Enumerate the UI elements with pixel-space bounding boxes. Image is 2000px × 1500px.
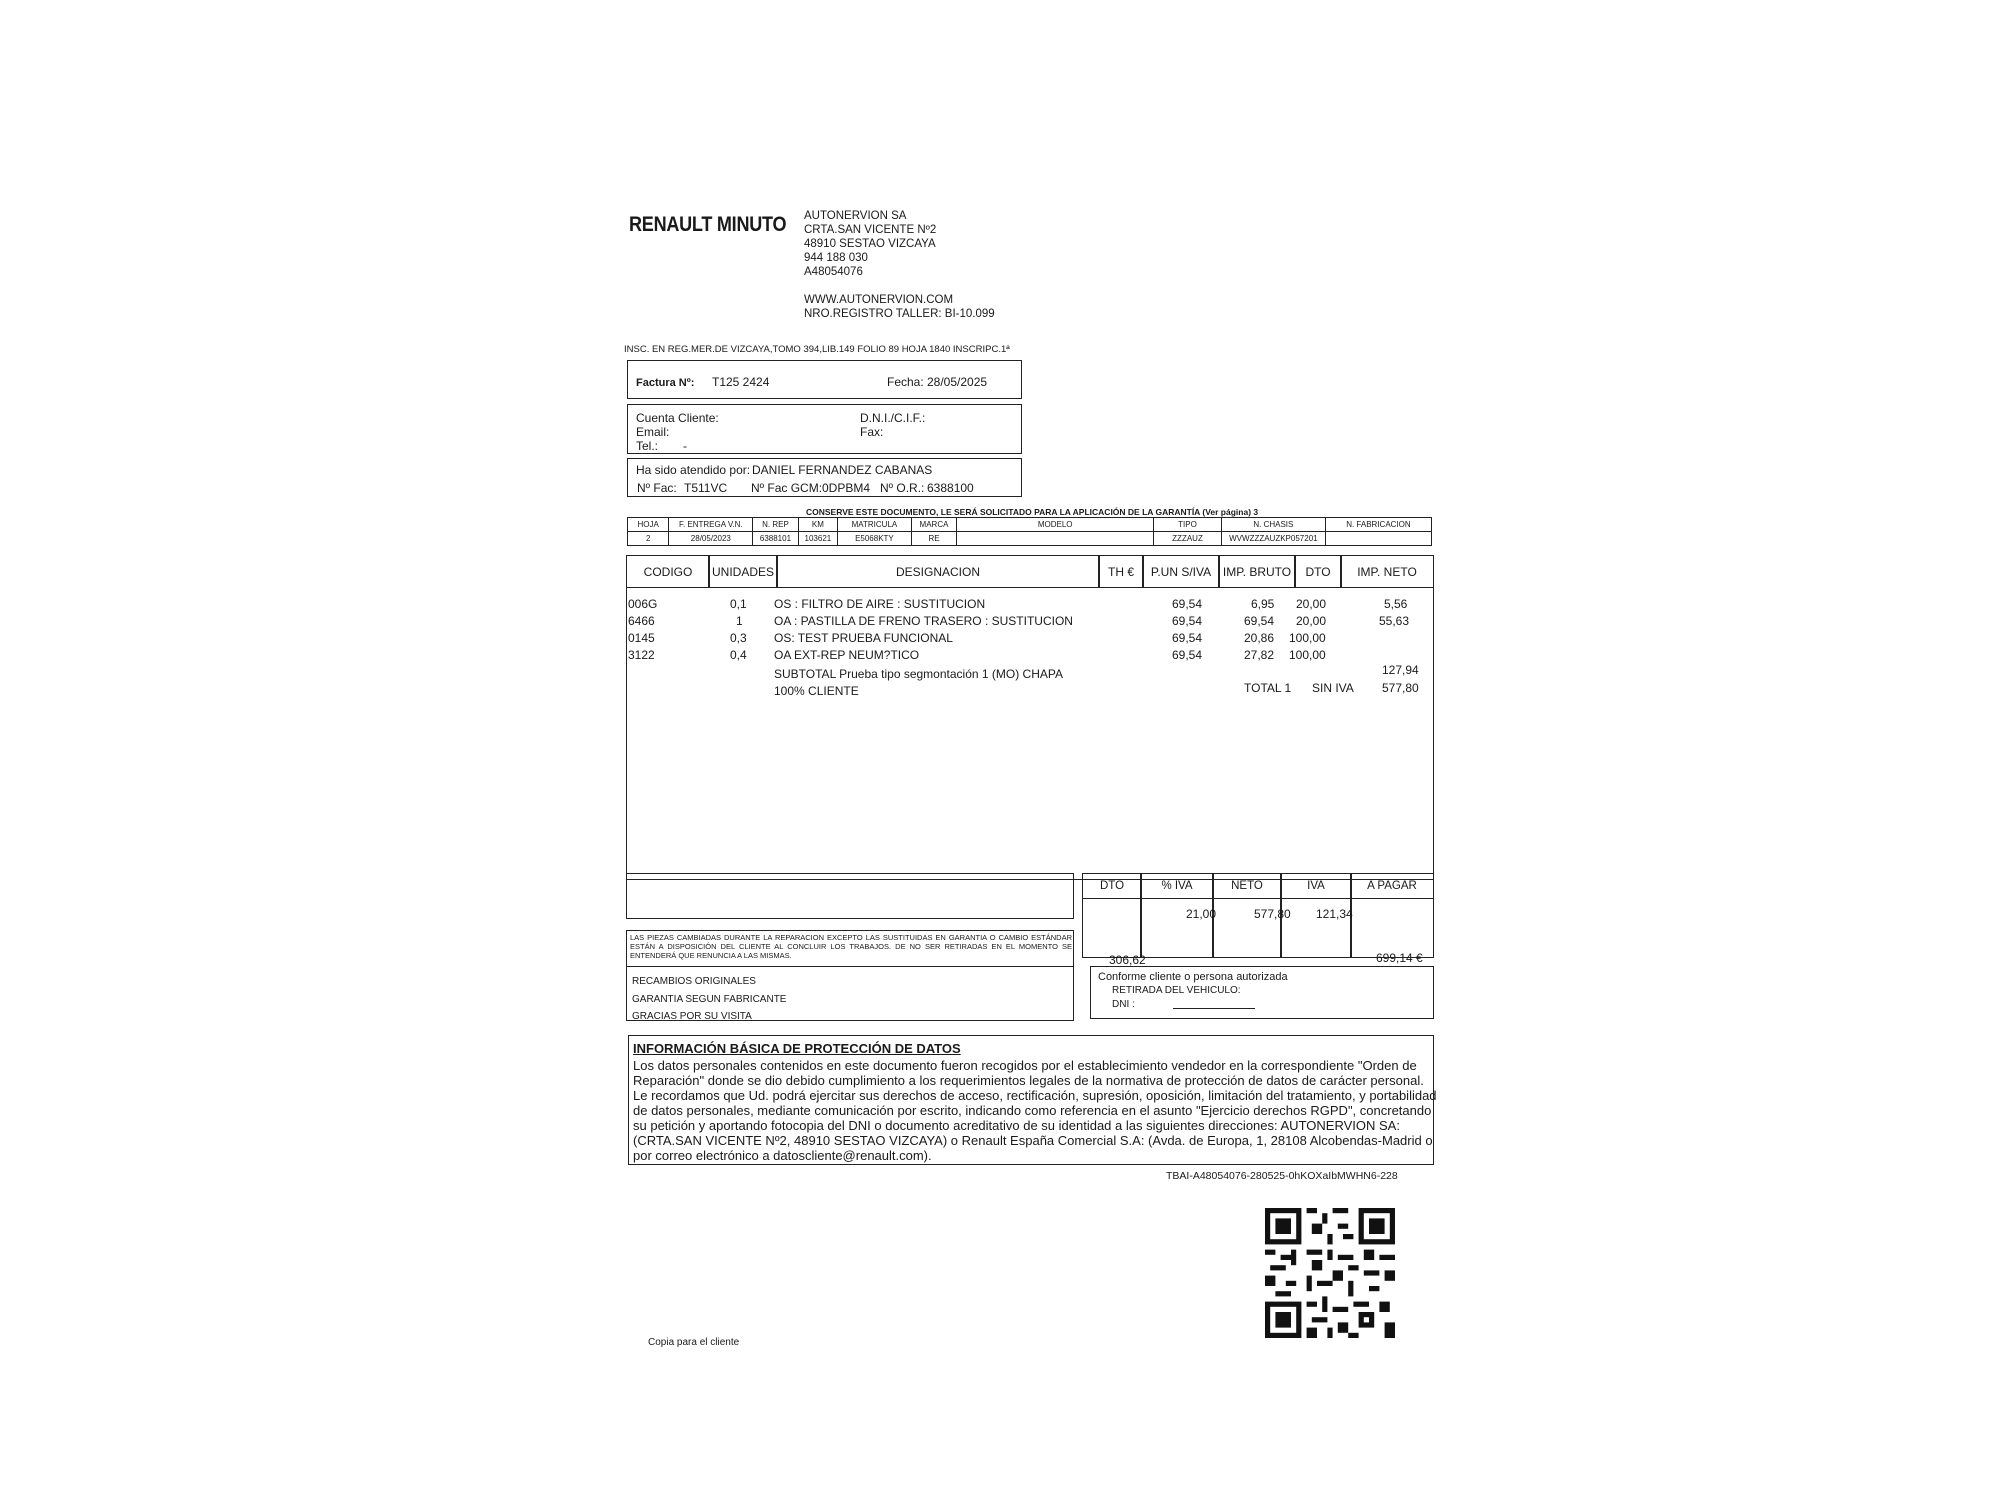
cell-pun: 69,54	[1172, 631, 1203, 645]
invoice-date: 28/05/2025	[927, 375, 988, 389]
privacy-line: su petición y aportando fotocopia del DNI o documento acreditativo de su identidad a las siguientes direcciones: AUTONERVION SA:	[633, 1118, 1400, 1133]
vehicle-value: 28/05/2023	[669, 532, 753, 546]
invoice-date-label: Fecha:	[887, 375, 924, 389]
conformity-withdrawal: RETIRADA DEL VEHICULO:	[1112, 985, 1241, 996]
vehicle-header: MODELO	[957, 518, 1154, 532]
dni-signature-line	[1173, 1008, 1255, 1009]
conformity-line: Conforme cliente o persona autorizada	[1098, 971, 1288, 983]
cell-pun: 69,54	[1172, 597, 1203, 611]
subtotal-label: SUBTOTAL Prueba tipo segmontación 1 (MO) CHAPA	[774, 667, 1064, 681]
vehicle-header: MARCA	[911, 518, 956, 532]
cell-bruto: 6,95	[1251, 597, 1275, 611]
vehicle-value: 6388101	[753, 532, 798, 546]
col-header-pun-label: P.UN S/IVA	[1150, 564, 1212, 579]
summary-header-iva	[1280, 873, 1352, 899]
cell-codigo: 3122	[628, 648, 655, 662]
cell-dto: 20,00	[1296, 614, 1327, 628]
vehicle-header: TIPO	[1154, 518, 1222, 532]
cell-unidades: 0,4	[730, 648, 747, 662]
privacy-line: por correo electrónico a datoscliente@renault.com).	[633, 1148, 932, 1163]
col-header-neto-label: IMP. NETO	[1357, 564, 1417, 579]
col-header-designacion-label: DESIGNACION	[895, 564, 980, 579]
vehicle-value: WVWZZZAUZKP057201	[1221, 532, 1325, 546]
cell-bruto: 69,54	[1244, 614, 1275, 628]
qr-code-icon	[1265, 1208, 1395, 1338]
notes-box	[626, 873, 1074, 919]
cell-bruto: 27,82	[1244, 648, 1275, 662]
company-registry: NRO.REGISTRO TALLER: BI-10.099	[804, 308, 995, 320]
attended-name: DANIEL FERNANDEZ CABANAS	[752, 463, 933, 477]
col-header-th-label: TH €	[1107, 564, 1134, 579]
or-value: 6388100	[927, 481, 974, 495]
parts-notice: LAS PIEZAS CAMBIADAS DURANTE LA REPARACION EXCEPTO LAS SUSTITUIDAS EN GARANTIA O CAMBIO ESTÁNDAR ESTÁN A DISPOSICIÓN DEL CLIENTE AL CONCLUIR LOS TRABAJOS. DE NO SER RETIRADAS EN EL MOMENTO SE ENTENDERÁ QUE RENUNCIA A LAS MISMAS.	[630, 933, 1072, 960]
subtotal-value: 127,94	[1382, 663, 1419, 677]
vehicle-value-row	[628, 532, 1432, 546]
cell-codigo: 0145	[628, 631, 655, 645]
vehicle-value: RE	[911, 532, 956, 546]
vehicle-header: F. ENTREGA V.N.	[669, 518, 753, 532]
summary-iva: 121,34	[1316, 907, 1353, 921]
cell-unidades: 1	[736, 614, 743, 628]
client-account-label: Cuenta Cliente:	[636, 411, 719, 425]
table-row	[624, 597, 1422, 614]
company-inscription: INSC. EN REG.MER.DE VIZCAYA,TOMO 394,LIB.149 FOLIO 89 HOJA 1840 INSCRIPC.1ª	[624, 344, 1010, 355]
table-row	[624, 648, 1422, 665]
cell-designacion: OA EXT-REP NEUM?TICO	[774, 648, 920, 662]
footer-line: GARANTIA SEGUN FABRICANTE	[632, 994, 787, 1005]
company-web: WWW.AUTONERVION.COM	[804, 294, 954, 306]
gcm-label: Nº Fac GCM:	[751, 481, 823, 495]
vehicle-value: 103621	[798, 532, 837, 546]
company-phone: 944 188 030	[804, 252, 868, 264]
col-header-dto-label: DTO	[1305, 564, 1331, 579]
privacy-line: de datos personales, mediante comunicación por escrito, indicando como referencia en el asunto "Ejercicio derechos RGPD", concretando	[633, 1103, 1432, 1118]
col-header-bruto-label: IMP. BRUTO	[1222, 564, 1292, 579]
invoice-number-label: Factura Nº:	[636, 377, 695, 389]
vehicle-header: MATRICULA	[838, 518, 912, 532]
client-fax-label: Fax:	[860, 425, 884, 439]
vehicle-value: E5068KTY	[838, 532, 912, 546]
summary-divider	[1140, 899, 1142, 958]
vehicle-value	[957, 532, 1154, 546]
col-header-unidades-label: UNIDADES	[711, 564, 774, 579]
privacy-line: Reparación" donde se dio debido cumplimiento a los requerimientos legales de la normativa de protección de datos de carácter personal.	[633, 1073, 1424, 1088]
warranty-note: CONSERVE ESTE DOCUMENTO, LE SERÁ SOLICITADO PARA LA APLICACIÓN DE LA GARANTÍA (Ver página) 3	[806, 507, 1259, 517]
vehicle-header: N. FABRICACION	[1325, 518, 1431, 532]
cell-neto: 5,56	[1384, 597, 1408, 611]
privacy-line: Le recordamos que Ud. podrá ejercitar sus derechos de acceso, rectificación, supresión, oposición, limitación del tratamiento, y portabilidad	[633, 1088, 1437, 1103]
cell-bruto: 20,86	[1244, 631, 1275, 645]
attended-label: Ha sido atendido por:	[636, 463, 751, 477]
cell-pun: 69,54	[1172, 648, 1203, 662]
col-header-th	[1098, 555, 1144, 588]
cell-codigo: 6466	[628, 614, 655, 628]
cell-pun: 69,54	[1172, 614, 1203, 628]
vehicle-header: KM	[798, 518, 837, 532]
col-header-codigo-label: CODIGO	[643, 564, 693, 579]
privacy-line: (CRTA.SAN VICENTE Nº2, 48910 SESTAO VIZCAYA) o Renault España Comercial S.A: (Avda. de Europa, 1, 28108 Alcobendas-Madrid o	[633, 1133, 1433, 1148]
summary-header-a-pagar	[1350, 873, 1434, 899]
vehicle-header-row	[628, 518, 1432, 532]
company-name: AUTONERVION SA	[804, 210, 907, 222]
company-cif: A48054076	[804, 266, 863, 278]
summary-a-pagar: 699,14 €	[1376, 951, 1423, 965]
client-dni-label: D.N.I./C.I.F.:	[860, 411, 926, 425]
col-header-codigo	[626, 555, 710, 588]
vehicle-header: HOJA	[628, 518, 669, 532]
summary-iva-pct: 21,00	[1186, 907, 1217, 921]
vehicle-header: N. CHASIS	[1221, 518, 1325, 532]
summary-header-neto-label: NETO	[1231, 880, 1263, 892]
vehicle-header: N. REP	[753, 518, 798, 532]
company-city: 48910 SESTAO VIZCAYA	[804, 238, 936, 250]
vehicle-value: 2	[628, 532, 669, 546]
summary-neto: 577,80	[1254, 907, 1291, 921]
total-label: TOTAL 1	[1244, 681, 1292, 695]
col-header-designacion	[776, 555, 1100, 588]
col-header-unidades	[708, 555, 778, 588]
cell-designacion: OS : FILTRO DE AIRE : SUSTITUCION	[774, 597, 986, 611]
cell-dto: 100,00	[1289, 631, 1326, 645]
client-percentage: 100% CLIENTE	[774, 684, 859, 698]
col-header-neto	[1340, 555, 1434, 588]
cell-dto: 20,00	[1296, 597, 1327, 611]
summary-header-iva-pct	[1140, 873, 1214, 899]
col-header-dto	[1294, 555, 1342, 588]
summary-dto: 306,62	[1109, 953, 1146, 967]
nfac-value: T511VC	[684, 481, 728, 495]
summary-header-a-pagar-label: A PAGAR	[1367, 880, 1417, 892]
invoice-number: T125 2424	[712, 375, 770, 389]
summary-header-iva-label: IVA	[1307, 880, 1325, 892]
col-header-pun	[1142, 555, 1220, 588]
sin-iva-label: SIN IVA	[1312, 681, 1354, 695]
table-row	[624, 614, 1422, 631]
vehicle-value: ZZZAUZ	[1154, 532, 1222, 546]
summary-header-iva-pct-label: % IVA	[1161, 880, 1193, 892]
or-label: Nº O.R.:	[880, 481, 925, 495]
cell-unidades: 0,3	[730, 631, 747, 645]
company-address: CRTA.SAN VICENTE Nº2	[804, 224, 937, 236]
brand-logo: RENAULT MINUTO	[629, 213, 787, 236]
footer-line: GRACIAS POR SU VISITA	[632, 1011, 752, 1022]
tbai-code: TBAI-A48054076-280525-0hKOXaIbMWHN6-228	[1166, 1170, 1398, 1182]
cell-designacion: OA : PASTILLA DE FRENO TRASERO : SUSTITUCION	[774, 614, 1073, 628]
summary-header-neto	[1212, 873, 1282, 899]
client-tel-label: Tel.:	[636, 439, 659, 453]
cell-codigo: 006G	[628, 597, 658, 611]
summary-header-dto-label: DTO	[1099, 880, 1125, 892]
vehicle-table	[627, 517, 1432, 546]
cell-neto: 55,63	[1379, 614, 1410, 628]
client-email-label: Email:	[636, 425, 670, 439]
cell-unidades: 0,1	[730, 597, 747, 611]
col-header-bruto	[1218, 555, 1296, 588]
vehicle-value	[1325, 532, 1431, 546]
cell-designacion: OS: TEST PRUEBA FUNCIONAL	[774, 631, 953, 645]
summary-header-dto	[1082, 873, 1142, 899]
total-value: 577,80	[1382, 681, 1419, 695]
conformity-dni-label: DNI :	[1112, 999, 1135, 1010]
client-tel-value: -	[683, 439, 687, 453]
privacy-line: Los datos personales contenidos en este documento fueron recogidos por el establecimiento vendedor en la correspondiente "Orden de	[633, 1058, 1417, 1073]
footer-line: RECAMBIOS ORIGINALES	[632, 976, 756, 987]
gcm-value: 0DPBM4	[822, 481, 871, 495]
cell-dto: 100,00	[1289, 648, 1326, 662]
copy-label: Copia para el cliente	[648, 1337, 740, 1348]
nfac-label: Nº Fac:	[637, 481, 677, 495]
privacy-title: INFORMACIÓN BÁSICA DE PROTECCIÓN DE DATOS	[633, 1041, 961, 1056]
table-row	[624, 631, 1422, 648]
